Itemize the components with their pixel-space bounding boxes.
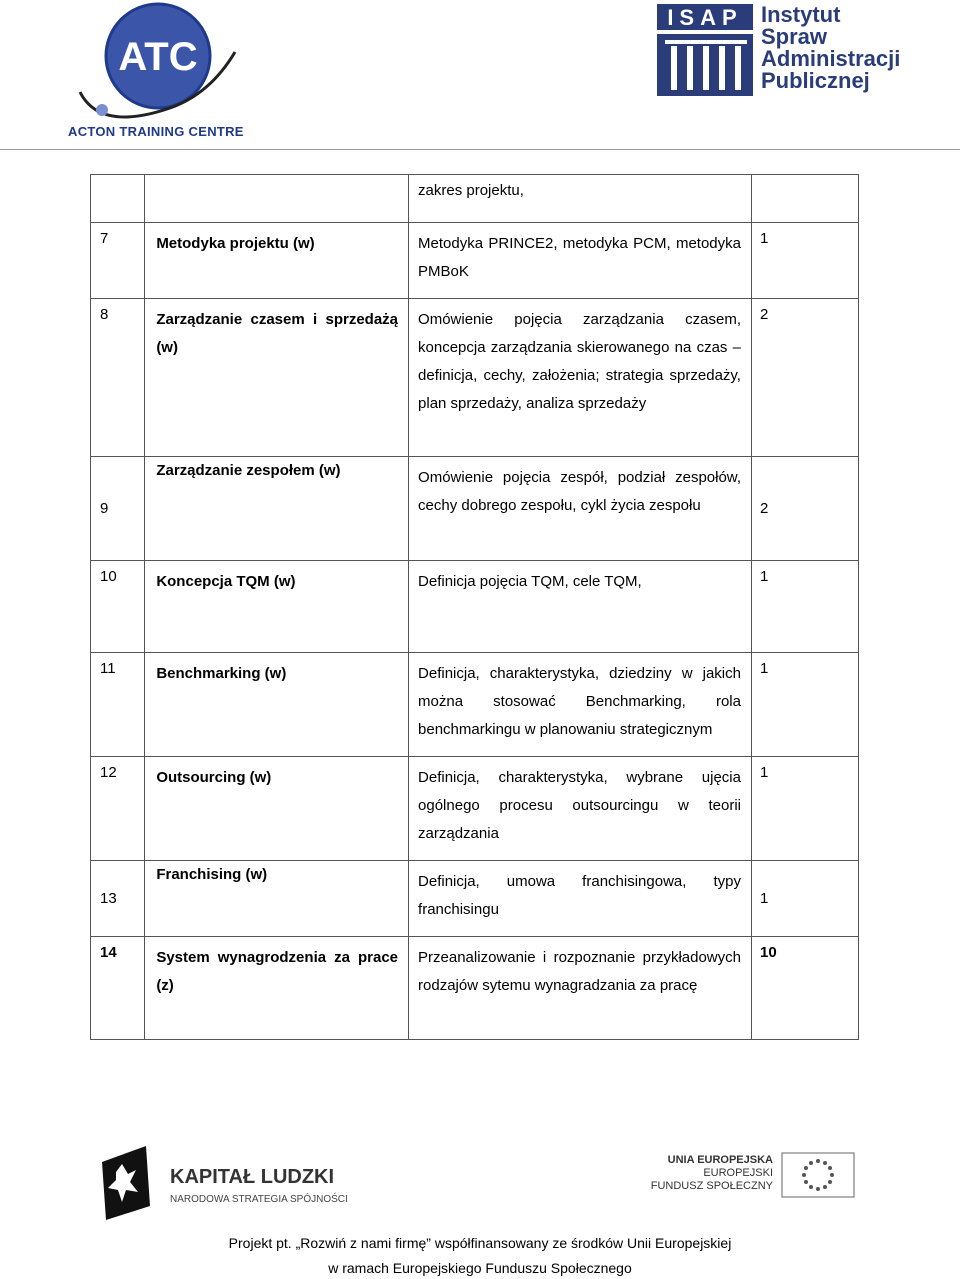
footer-project-line: Projekt pt. „Rozwiń z nami firmę” współfinansowany ze środków Unii Europejskiej bbox=[228, 1235, 732, 1251]
isap-badge: ISAP bbox=[667, 5, 743, 30]
row-hours: 1 bbox=[751, 757, 858, 861]
row-description: Definicja, charakterystyka, wybrane ujęcia ogólnego procesu outsourcingu w teorii zarządzania bbox=[409, 757, 752, 861]
row-description: Definicja, charakterystyka, dziedziny w jakich można stosować Benchmarking, rola benchmarkingu w planowaniu strategicznym bbox=[409, 653, 752, 757]
isap-name bbox=[761, 4, 900, 92]
row-number: 7 bbox=[91, 223, 145, 299]
row-number: 13 bbox=[91, 861, 145, 937]
eu-logo bbox=[645, 1152, 860, 1202]
footer-funding-line: w ramach Europejskiego Funduszu Społecznego bbox=[328, 1260, 632, 1276]
row-number bbox=[91, 175, 145, 223]
row-topic: System wynagrodzenia za prace (z) bbox=[145, 937, 409, 1040]
row-description: Omówienie pojęcia zespół, podział zespołów, cechy dobrego zespołu, cykl życia zespołu bbox=[409, 457, 752, 561]
row-topic: Benchmarking (w) bbox=[145, 653, 409, 757]
page-footer bbox=[0, 1130, 960, 1279]
isap-line-2: Spraw bbox=[761, 24, 828, 49]
eu-flag-icon bbox=[781, 1152, 855, 1198]
atc-logo bbox=[60, 2, 260, 142]
row-description: zakres projektu, bbox=[409, 175, 752, 223]
row-description: Definicja, umowa franchisingowa, typy franchisingu bbox=[409, 861, 752, 937]
row-topic: Koncepcja TQM (w) bbox=[145, 561, 409, 653]
course-table bbox=[90, 174, 859, 1040]
ue-line-2: EUROPEJSKI bbox=[703, 1167, 773, 1179]
row-hours: 2 bbox=[751, 299, 858, 457]
isap-line-1: Instytut bbox=[761, 2, 841, 27]
row-number: 9 bbox=[91, 457, 145, 561]
table-row bbox=[91, 175, 859, 223]
row-topic bbox=[145, 175, 409, 223]
isap-line-3: Administracji bbox=[761, 46, 901, 71]
row-number: 11 bbox=[91, 653, 145, 757]
table-row bbox=[91, 457, 859, 561]
kapital-ludzki-logo bbox=[98, 1142, 388, 1222]
isap-logo bbox=[657, 4, 957, 104]
row-number: 8 bbox=[91, 299, 145, 457]
row-topic: Metodyka projektu (w) bbox=[145, 223, 409, 299]
page-header bbox=[0, 0, 960, 150]
row-topic: Zarządzanie zespołem (w) bbox=[145, 457, 409, 561]
ue-line-3: FUNDUSZ SPOŁECZNY bbox=[650, 1180, 773, 1192]
ue-line-1: UNIA EUROPEJSKA bbox=[667, 1154, 773, 1166]
header-divider bbox=[0, 149, 960, 150]
row-hours: 1 bbox=[751, 861, 858, 937]
row-number: 14 bbox=[91, 937, 145, 1040]
row-hours: 2 bbox=[751, 457, 858, 561]
table-row bbox=[91, 861, 859, 937]
table-row bbox=[91, 653, 859, 757]
row-topic: Outsourcing (w) bbox=[145, 757, 409, 861]
kl-subtitle: NARODOWA STRATEGIA SPÓJNOŚCI bbox=[170, 1194, 348, 1205]
row-hours bbox=[751, 175, 858, 223]
row-topic: Franchising (w) bbox=[145, 861, 409, 937]
row-description: Metodyka PRINCE2, metodyka PCM, metodyka PMBoK bbox=[409, 223, 752, 299]
table-row bbox=[91, 223, 859, 299]
row-number: 10 bbox=[91, 561, 145, 653]
atc-caption: ACTON TRAINING CENTRE bbox=[68, 124, 244, 139]
row-description: Definicja pojęcia TQM, cele TQM, bbox=[409, 561, 752, 653]
row-number: 12 bbox=[91, 757, 145, 861]
row-description: Przeanalizowanie i rozpoznanie przykładowych rodzajów sytemu wynagradzania za pracę bbox=[409, 937, 752, 1040]
atc-logo-text: ATC bbox=[118, 35, 198, 79]
isap-line-4: Publicznej bbox=[761, 68, 870, 93]
row-hours: 1 bbox=[751, 223, 858, 299]
table-row bbox=[91, 299, 859, 457]
table-row bbox=[91, 757, 859, 861]
table-row bbox=[91, 561, 859, 653]
row-hours: 1 bbox=[751, 561, 858, 653]
kl-title: KAPITAŁ LUDZKI bbox=[170, 1166, 335, 1188]
row-description: Omówienie pojęcia zarządzania czasem, koncepcja zarządzania skierowanego na czas – definicja, cechy, założenia; strategia sprzedaży, plan sprzedaży, analiza sprzedaży bbox=[409, 299, 752, 457]
row-hours: 1 bbox=[751, 653, 858, 757]
row-topic: Zarządzanie czasem i sprzedażą (w) bbox=[145, 299, 409, 457]
kapital-ludzki-emblem-icon bbox=[98, 1142, 154, 1222]
table-row bbox=[91, 937, 859, 1040]
isap-emblem-icon bbox=[657, 4, 753, 96]
row-hours: 10 bbox=[751, 937, 858, 1040]
